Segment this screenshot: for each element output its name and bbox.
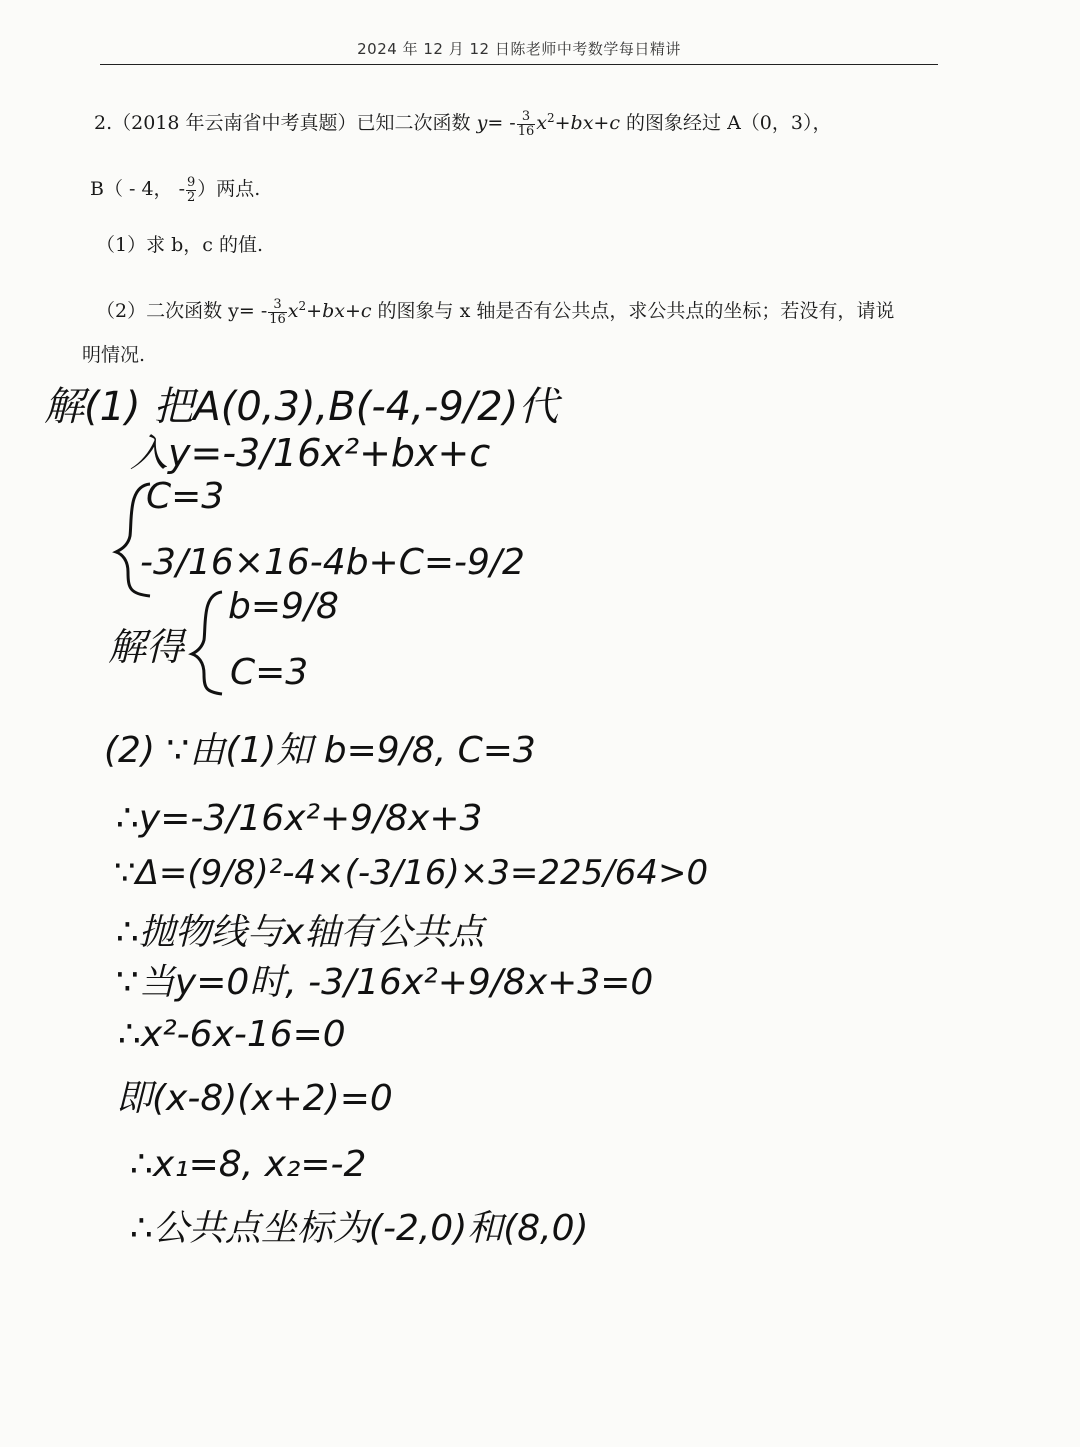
q2-tail: +bx+c bbox=[306, 300, 372, 323]
fraction-denominator: 2 bbox=[187, 189, 196, 205]
problem-source: （2018 年云南省中考真题） bbox=[112, 112, 357, 135]
problem-number: 2. bbox=[94, 112, 113, 135]
fraction-numerator: 9 bbox=[187, 175, 196, 190]
func-eq: = - bbox=[487, 112, 516, 135]
system-brace-2 bbox=[192, 592, 222, 694]
q2-post: 的图象与 x 轴是否有公共点，求公共点的坐标；若没有，请说 bbox=[371, 300, 895, 323]
solution-line-2: 入y=-3/16x²+bx+c bbox=[130, 431, 491, 475]
solution-line-8: ∵Δ=(9/8)²-4×(-3/16)×3=225/64>0 bbox=[114, 853, 709, 893]
question-2-line-2: 明情况. bbox=[82, 344, 146, 366]
solution-line-14: ∴公共点坐标为(-2,0)和(8,0) bbox=[130, 1208, 589, 1249]
point-b-pre: B（ - 4， - bbox=[90, 178, 186, 201]
fraction-numerator: 3 bbox=[268, 298, 287, 313]
solution-line-12: 即(x-8)(x+2)=0 bbox=[116, 1078, 393, 1119]
point-b-post: ）两点. bbox=[197, 178, 261, 201]
problem-stem-b: 的图象经过 A（0，3）， bbox=[619, 112, 832, 135]
fraction-denominator: 16 bbox=[269, 311, 286, 327]
q2-exponent: 2 bbox=[298, 298, 307, 313]
question-1: （1）求 b，c 的值. bbox=[96, 234, 264, 256]
fraction-denominator: 16 bbox=[517, 123, 535, 139]
func-y: y bbox=[476, 112, 488, 135]
problem-stem-a: 已知二次函数 bbox=[356, 112, 477, 135]
solution-line-5a: b=9/8 bbox=[228, 586, 339, 627]
solution-line-1: 解(1) 把A(0,3),B(-4,-9/2)代 bbox=[44, 384, 559, 430]
solution-line-4: -3/16×16-4b+C=-9/2 bbox=[140, 542, 525, 583]
solution-line-5b: C=3 bbox=[230, 652, 309, 693]
solution-line-5-label: 解得 bbox=[108, 625, 185, 669]
func-tail: +bx+c bbox=[554, 112, 620, 135]
fraction-numerator: 3 bbox=[517, 110, 536, 125]
solution-line-7: ∴y=-3/16x²+9/8x+3 bbox=[116, 798, 483, 839]
solution-line-13: ∴x₁=8, x₂=-2 bbox=[130, 1144, 367, 1185]
solution-line-10: ∵当y=0时, -3/16x²+9/8x+3=0 bbox=[116, 962, 654, 1003]
solution-line-6: (2) ∵由(1)知 b=9/8, C=3 bbox=[104, 730, 536, 771]
func-exponent: 2 bbox=[546, 110, 555, 125]
func-x: x bbox=[536, 112, 547, 135]
solution-line-3: C=3 bbox=[146, 476, 225, 517]
q2-x: x bbox=[287, 300, 299, 323]
page-header: 2024 年 12 月 12 日陈老师中考数学每日精讲 bbox=[357, 40, 681, 58]
solution-line-11: ∴x²-6x-16=0 bbox=[118, 1014, 346, 1055]
q2-pre: （2）二次函数 y= - bbox=[96, 300, 268, 323]
solution-line-9: ∴抛物线与x轴有公共点 bbox=[116, 912, 485, 953]
